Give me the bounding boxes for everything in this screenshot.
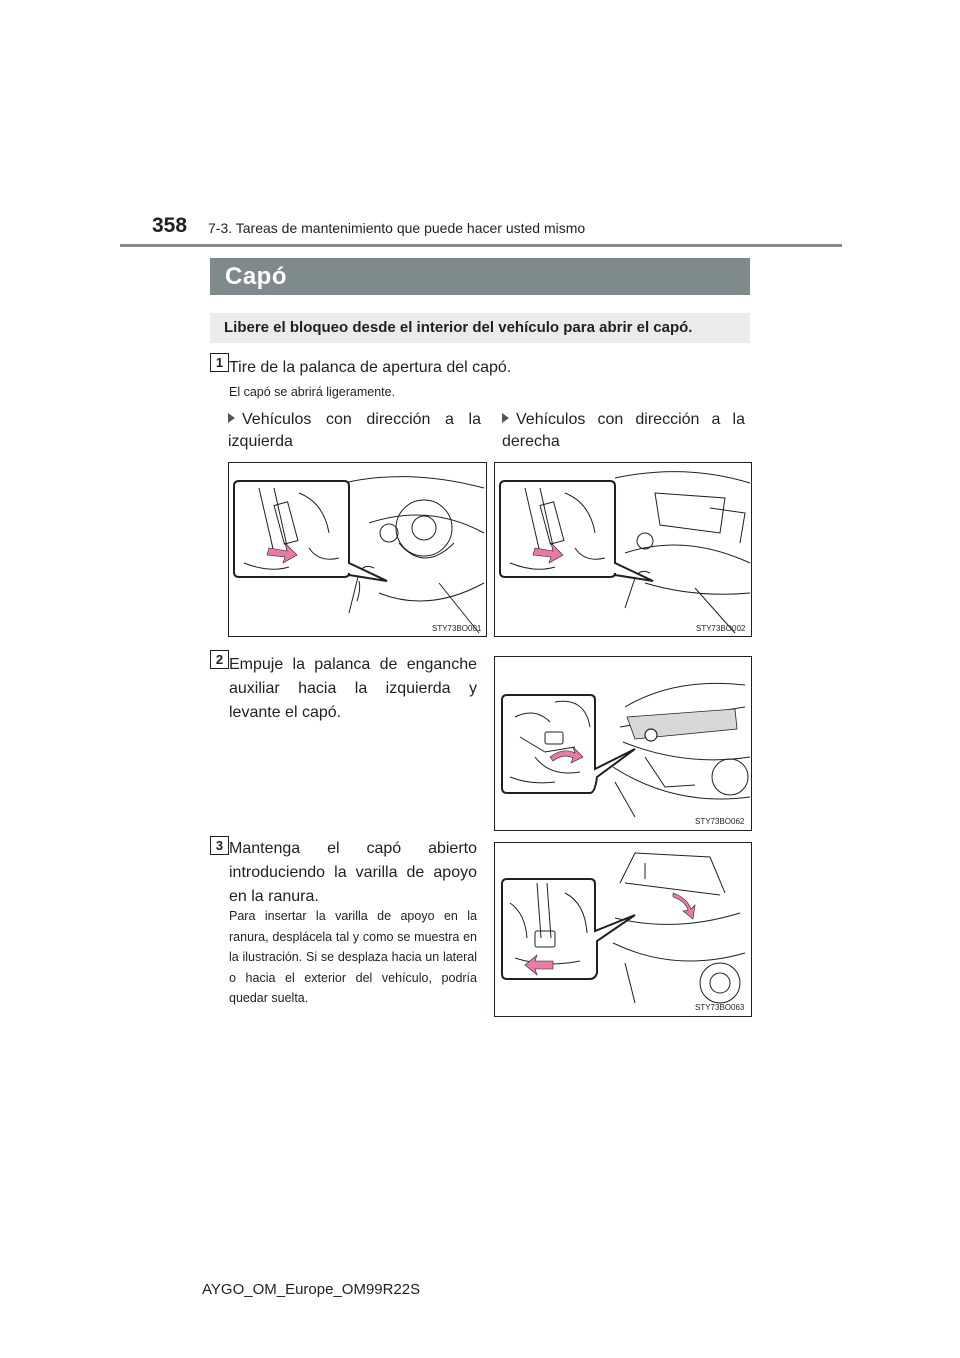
lhd-illustration — [229, 463, 486, 636]
intro-box — [210, 313, 750, 343]
header-divider — [120, 244, 842, 247]
page-number: 358 — [152, 214, 188, 237]
figure-code: STY73BO001 — [432, 624, 482, 633]
bullet-triangle-icon — [228, 413, 235, 423]
figure-lhd-hood-lever — [228, 462, 487, 637]
figure-auxiliary-catch — [494, 656, 752, 831]
variant-right-label: Vehículos con dirección a la derecha — [502, 411, 745, 450]
bullet-triangle-icon — [502, 413, 509, 423]
step-3-note: Para insertar la varilla de apoyo en la ranura, desplácela tal y como se muestra en la ilustración. Si se desplaza hacia un lateral o hacia el exterior del vehículo, podría quedar suelta. — [229, 909, 477, 1005]
section-heading-bar — [210, 258, 750, 295]
step-1-note: El capó se abrirá ligeramente. — [229, 385, 396, 399]
step-2-text: Empuje la palanca de enganche auxiliar hacia la izquierda y levante el capó. — [229, 656, 477, 721]
step-1-text: Tire de la palanca de apertura del capó. — [229, 359, 512, 376]
figure-rhd-hood-lever — [494, 462, 752, 637]
auxiliary-catch-illustration — [495, 657, 751, 830]
step-3-text: Mantenga el capó abierto introduciendo la varilla de apoyo en la ranura. — [229, 840, 477, 905]
chapter-title: 7-3. Tareas de mantenimiento que puede hacer usted mismo — [208, 220, 586, 236]
figure-code: STY73BO002 — [696, 624, 746, 633]
step-number-3: 3 — [210, 836, 229, 855]
step-number-2: 2 — [210, 650, 229, 669]
support-rod-illustration — [495, 843, 751, 1016]
step-number-1: 1 — [210, 353, 229, 372]
variant-left-label: Vehículos con dirección a la izquierda — [228, 411, 481, 450]
figure-code: STY73BO063 — [695, 1003, 745, 1012]
rhd-illustration — [495, 463, 751, 636]
document-id: AYGO_OM_Europe_OM99R22S — [202, 1281, 421, 1298]
section-title: Capó — [225, 263, 287, 290]
figure-support-rod — [494, 842, 752, 1017]
intro-text: Libere el bloqueo desde el interior del vehículo para abrir el capó. — [224, 319, 693, 336]
figure-code: STY73BO062 — [695, 817, 745, 826]
